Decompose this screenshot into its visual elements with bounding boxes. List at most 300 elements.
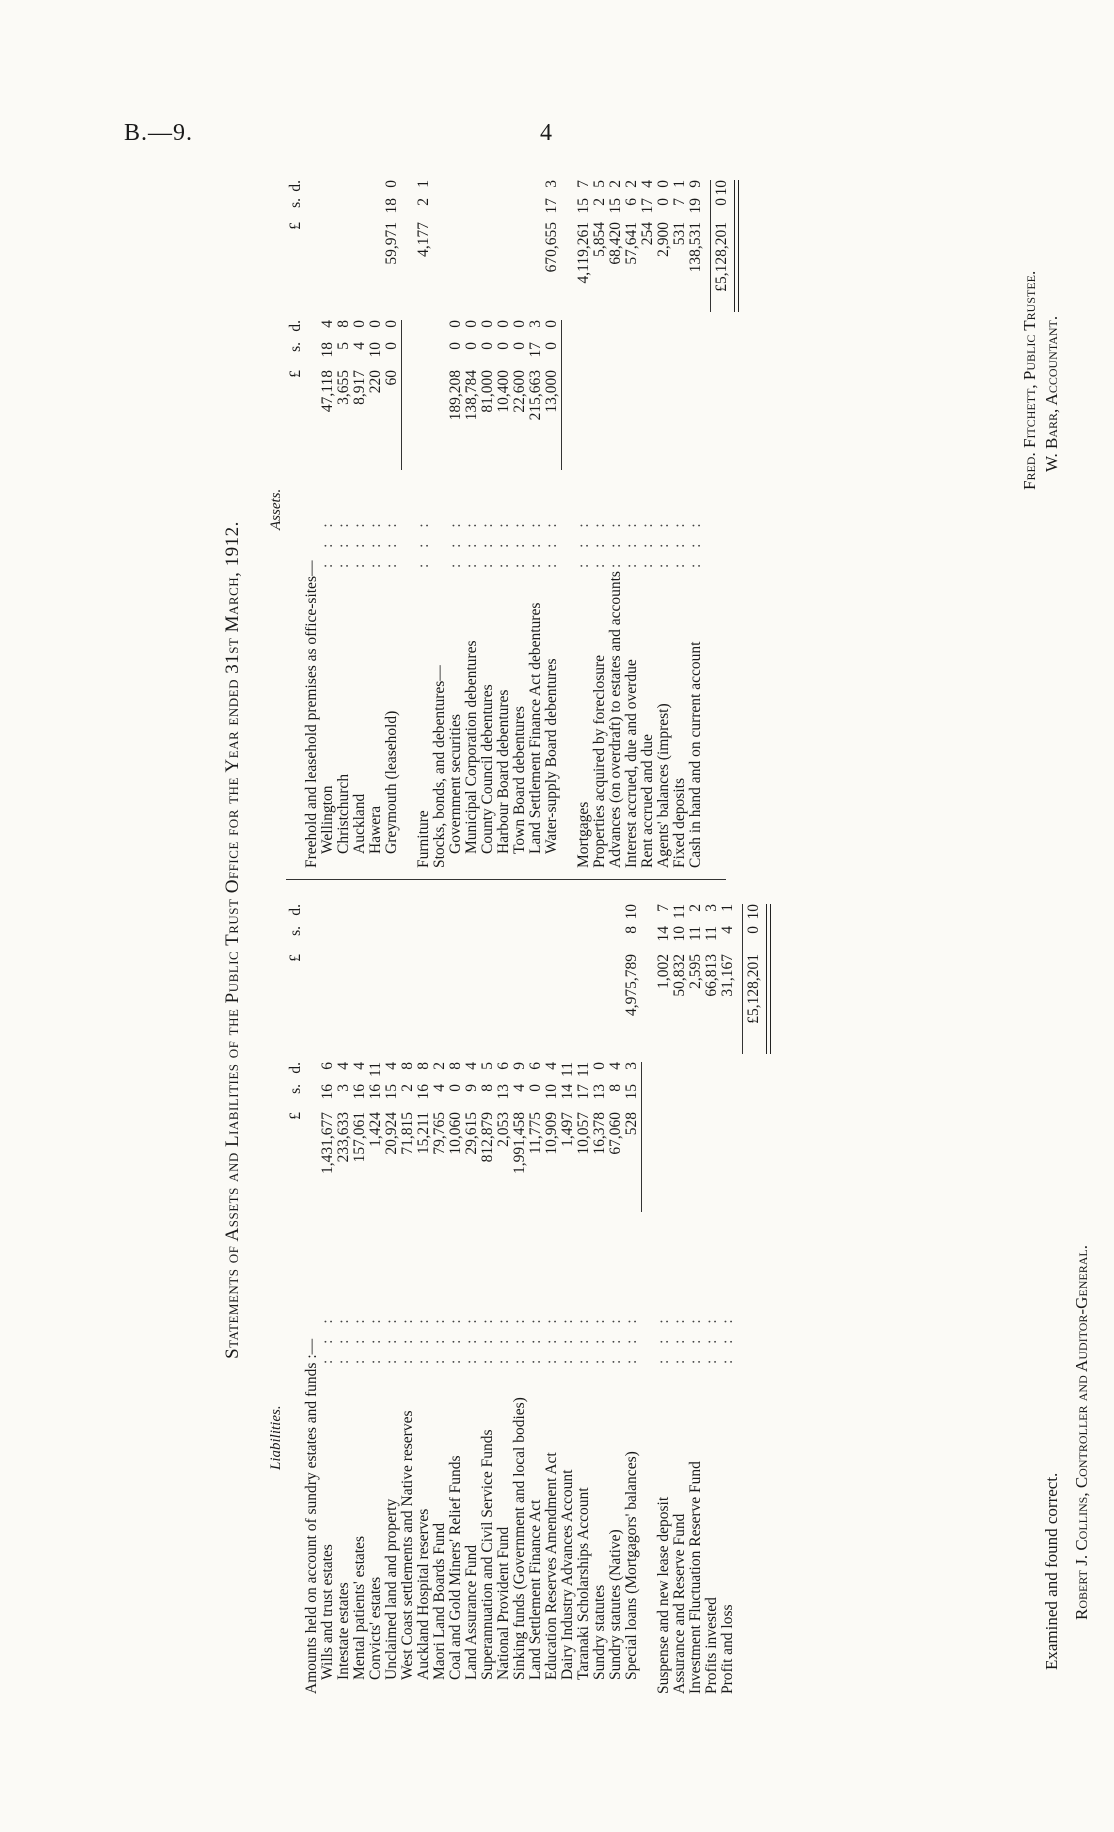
total-pence: 7 <box>575 180 592 188</box>
row-label: Convicts' estates <box>367 1576 384 1680</box>
col-shillings: s. <box>287 1084 304 1094</box>
leader-dots: : : : <box>623 517 640 568</box>
amount-pounds: 8,917 <box>351 370 368 405</box>
row-label: Greymouth (leasehold) <box>383 710 400 854</box>
grand-total-pence: 10 <box>745 904 762 920</box>
liabilities-table <box>287 894 762 1694</box>
total-pounds: 138,531 <box>687 222 704 273</box>
amount-pounds: 13,000 <box>543 370 560 413</box>
total-pounds: 2,595 <box>687 954 704 989</box>
row-label: Dairy Industry Advances Account <box>559 1469 576 1680</box>
leader-dots: : : : <box>575 1313 592 1364</box>
row-label: Advances (on overdraft) to estates and accounts <box>607 571 624 868</box>
total-shillings: 8 <box>623 926 640 934</box>
total-shillings: 7 <box>671 198 688 206</box>
row-label: Land Assurance Fund <box>463 1544 480 1680</box>
amount-shillings: 15 <box>383 1084 400 1100</box>
amount-pence: 0 <box>591 1062 608 1070</box>
amount-shillings: 0 <box>479 342 496 350</box>
amount-pence: 4 <box>319 320 336 328</box>
total-pence: 1 <box>719 904 736 912</box>
col-pound: £ <box>287 954 304 962</box>
statement-sheet <box>220 140 1114 1700</box>
total-pounds: 254 <box>639 222 656 246</box>
amount-shillings: 9 <box>463 1084 480 1092</box>
row-label: Municipal Corporation debentures <box>463 640 480 854</box>
amount-pence: 8 <box>335 320 352 328</box>
amount-shillings: 16 <box>367 1084 384 1100</box>
amount-shillings: 13 <box>495 1084 512 1100</box>
spacer-row <box>560 178 576 868</box>
leader-dots: : : : <box>479 517 496 568</box>
leader-dots: : : : <box>495 517 512 568</box>
liabilities-heading: Liabilities. <box>268 1405 284 1470</box>
amount-pence: 11 <box>559 1062 576 1077</box>
leader-dots: : : : <box>543 517 560 568</box>
row-label: Sundry statutes (Native) <box>607 1529 624 1680</box>
amount-pounds: 528 <box>623 1112 640 1136</box>
amount-pounds: 16,378 <box>591 1112 608 1155</box>
row-label: Interest accrued, due and overdue <box>623 659 640 868</box>
amount-pounds: 10,060 <box>447 1112 464 1155</box>
grand-total-pence: 10 <box>713 180 730 196</box>
total-pounds: 66,813 <box>703 954 720 997</box>
leader-dots: : : : <box>543 1313 560 1364</box>
total-rule-top <box>710 180 711 312</box>
amount-pounds: 10,400 <box>495 370 512 413</box>
row-label: Land Settlement Finance Act debentures <box>527 602 544 854</box>
total-pounds: 5,854 <box>591 222 608 257</box>
amount-shillings: 5 <box>335 342 352 350</box>
amount-shillings: 8 <box>607 1084 624 1092</box>
leader-dots: : : : <box>687 1313 704 1364</box>
table-row <box>496 894 512 1694</box>
amount-shillings: 4 <box>351 342 368 350</box>
total-pounds: 31,167 <box>719 954 736 997</box>
row-label: Harbour Board debentures <box>495 689 512 854</box>
table-row <box>576 178 592 868</box>
total-shillings: 17 <box>639 198 656 214</box>
amount-pence: 9 <box>511 1062 528 1070</box>
total-pence: 0 <box>655 180 672 188</box>
amount-pence: 6 <box>527 1062 544 1070</box>
table-row <box>368 178 384 868</box>
amount-pounds: 22,600 <box>511 370 528 413</box>
amount-pence: 8 <box>415 1062 432 1070</box>
row-label: Wellington <box>319 785 336 854</box>
row-label: Coal and Gold Miners' Relief Funds <box>447 1455 464 1680</box>
total-pence: 5 <box>591 180 608 188</box>
amount-pence: 3 <box>527 320 544 328</box>
amount-pounds: 3,655 <box>335 370 352 405</box>
amount-pounds: 215,663 <box>527 370 544 421</box>
total-pence: 3 <box>703 904 720 912</box>
row-label: Stocks, bonds, and debentures— <box>431 665 448 868</box>
amount-shillings: 18 <box>319 342 336 358</box>
table-row <box>480 178 496 868</box>
amount-pounds: 157,061 <box>351 1112 368 1163</box>
row-label: Education Reserves Amendment Act <box>543 1452 560 1680</box>
amount-pounds: 11,775 <box>527 1112 544 1155</box>
row-label: Water-supply Board debentures <box>543 658 560 854</box>
table-row <box>512 894 528 1694</box>
row-label: Suspense and new lease deposit <box>655 1496 672 1694</box>
total-pounds: 50,832 <box>671 954 688 997</box>
leader-dots: : : : <box>415 517 432 568</box>
row-label: Land Settlement Finance Act <box>527 1499 544 1680</box>
col-pence: d. <box>287 1062 304 1074</box>
table-row <box>336 178 352 868</box>
leader-dots: : : : <box>719 1313 736 1364</box>
table-row <box>464 894 480 1694</box>
total-pounds: 531 <box>671 222 688 246</box>
total-pence: 2 <box>687 904 704 912</box>
amount-pence: 0 <box>479 320 496 328</box>
accountant-signature: W. Barr, Accountant. <box>1042 315 1061 472</box>
table-row <box>688 178 704 868</box>
grand-total-shillings: 0 <box>745 926 762 934</box>
amount-pounds: 1,991,458 <box>511 1112 528 1174</box>
row-label: Intestate estates <box>335 1582 352 1680</box>
grand-total-pounds: £5,128,201 <box>745 954 762 1024</box>
table-row <box>416 178 432 868</box>
amount-pence: 3 <box>623 1062 640 1070</box>
total-pounds: 1,002 <box>655 954 672 989</box>
amount-pence: 0 <box>495 320 512 328</box>
leader-dots: : : : <box>447 1313 464 1364</box>
row-label: Amounts held on account of sundry estates and funds :— <box>303 1338 320 1694</box>
table-row <box>384 894 400 1694</box>
table-row <box>384 178 400 868</box>
table-row <box>448 894 464 1694</box>
table-row <box>320 894 336 1694</box>
total-shillings: 15 <box>575 198 592 214</box>
total-shillings: 2 <box>415 198 432 206</box>
leader-dots: : : : <box>447 517 464 568</box>
row-label: Superannuation and Civil Service Funds <box>479 1429 496 1680</box>
leader-dots: : : : <box>671 1313 688 1364</box>
row-label: Cash in hand and on current account <box>687 641 704 868</box>
total-pence: 1 <box>671 180 688 188</box>
amount-pounds: 81,000 <box>479 370 496 413</box>
total-pence: 11 <box>671 904 688 919</box>
table-row <box>336 894 352 1694</box>
col-pound: £ <box>287 1112 304 1120</box>
amount-shillings: 17 <box>527 342 544 358</box>
table-row <box>704 894 720 1694</box>
amount-pounds: 1,424 <box>367 1112 384 1147</box>
row-label: Special loans (Mortgagors' balances) <box>623 1451 640 1680</box>
total-pence: 0 <box>383 180 400 188</box>
total-pence: 10 <box>623 904 640 920</box>
leader-dots: : : : <box>639 517 656 568</box>
amount-pounds: 29,615 <box>463 1112 480 1155</box>
amount-pounds: 20,924 <box>383 1112 400 1155</box>
table-row <box>656 894 672 1694</box>
leader-dots: : : : <box>511 1313 528 1364</box>
amount-pounds: 812,879 <box>479 1112 496 1163</box>
grand-total-pounds: £5,128,201 <box>713 222 730 292</box>
amount-shillings: 16 <box>351 1084 368 1100</box>
amount-pence: 0 <box>367 320 384 328</box>
total-pounds: 68,420 <box>607 222 624 265</box>
amount-pence: 8 <box>447 1062 464 1070</box>
total-shillings: 11 <box>703 926 720 941</box>
row-label: Hawera <box>367 805 384 854</box>
amount-pounds: 15,211 <box>415 1112 432 1155</box>
table-row <box>592 178 608 868</box>
spacer-row <box>640 894 656 1694</box>
amount-shillings: 0 <box>447 342 464 350</box>
row-label: National Provident Fund <box>495 1526 512 1680</box>
row-label: Government securities <box>447 714 464 854</box>
table-row <box>528 178 544 868</box>
amount-shillings: 16 <box>319 1084 336 1100</box>
leader-dots: : : : <box>463 1313 480 1364</box>
table-row <box>688 894 704 1694</box>
row-label: Taranaki Scholarships Account <box>575 1487 592 1680</box>
amount-pounds: 1,497 <box>559 1112 576 1147</box>
amount-pounds: 138,784 <box>463 370 480 421</box>
amount-pence: 11 <box>575 1062 592 1077</box>
leader-dots: : : : <box>607 517 624 568</box>
leader-dots: : : : <box>591 517 608 568</box>
amount-pence: 0 <box>511 320 528 328</box>
assets-table <box>287 178 730 868</box>
amount-pounds: 233,633 <box>335 1112 352 1163</box>
amount-shillings: 0 <box>511 342 528 350</box>
statement-title: Statements of Assets and Liabilities of the Public Trust Office for the Year ended 31st March, 1912. <box>222 521 243 1359</box>
amount-shillings: 10 <box>367 342 384 358</box>
table-row <box>608 894 624 1694</box>
table-row <box>352 178 368 868</box>
auditor-signature: Robert J. Collins, Controller and Auditor-General. <box>1072 1245 1091 1620</box>
amount-pence: 4 <box>351 1062 368 1070</box>
total-shillings: 11 <box>687 926 704 941</box>
leader-dots: : : : <box>511 517 528 568</box>
table-row <box>432 894 448 1694</box>
table-row <box>656 178 672 868</box>
row-label: Agents' balances (imprest) <box>655 703 672 868</box>
amount-shillings: 16 <box>415 1084 432 1100</box>
leader-dots: : : : <box>319 1313 336 1364</box>
table-row <box>672 894 688 1694</box>
examined-note: Examined and found correct. <box>1042 1472 1061 1670</box>
table-row <box>400 894 416 1694</box>
amount-shillings: 15 <box>623 1084 640 1100</box>
amount-shillings: 10 <box>543 1084 560 1100</box>
total-pounds: 670,655 <box>543 222 560 273</box>
amount-shillings: 3 <box>335 1084 352 1092</box>
total-pence: 2 <box>607 180 624 188</box>
col-shillings: s. <box>287 342 304 352</box>
table-row <box>576 894 592 1694</box>
assets-col-header <box>288 178 304 868</box>
total-shillings: 19 <box>687 198 704 214</box>
table-row <box>544 178 560 868</box>
leader-dots: : : : <box>623 1313 640 1364</box>
amount-pounds: 189,208 <box>447 370 464 421</box>
total-shillings: 4 <box>719 926 736 934</box>
amount-pence: 0 <box>463 320 480 328</box>
leader-dots: : : : <box>351 517 368 568</box>
column-divider <box>286 879 726 880</box>
amount-shillings: 17 <box>575 1084 592 1100</box>
table-row <box>368 894 384 1694</box>
table-row <box>320 178 336 868</box>
total-shillings: 14 <box>655 926 672 942</box>
row-label: Sundry statutes <box>591 1584 608 1680</box>
table-row <box>560 894 576 1694</box>
table-row <box>416 894 432 1694</box>
leader-dots: : : : <box>415 1313 432 1364</box>
amount-pounds: 79,765 <box>431 1112 448 1155</box>
row-label: Town Board debentures <box>511 706 528 854</box>
total-shillings: 18 <box>383 198 400 214</box>
assets-heading: Assets. <box>268 488 284 530</box>
amount-pounds: 220 <box>367 370 384 394</box>
amount-pence: 0 <box>383 320 400 328</box>
table-row <box>544 894 560 1694</box>
total-rule-top <box>742 904 743 1054</box>
amount-shillings: 14 <box>559 1084 576 1100</box>
row-label: Sinking funds (Government and local bodies) <box>511 1397 528 1680</box>
total-pounds: 4,119,261 <box>575 222 592 284</box>
total-pence: 2 <box>623 180 640 188</box>
row-label: Auckland <box>351 793 368 854</box>
amount-pence: 0 <box>351 320 368 328</box>
amount-pence: 4 <box>335 1062 352 1070</box>
table-row <box>672 178 688 868</box>
header-code: B.—9. <box>124 120 194 146</box>
leader-dots: : : : <box>335 1313 352 1364</box>
total-shillings: 17 <box>543 198 560 214</box>
leader-dots: : : : <box>383 1313 400 1364</box>
amount-pounds: 10,909 <box>543 1112 560 1155</box>
table-row <box>448 178 464 868</box>
table-row <box>640 178 656 868</box>
amount-shillings: 0 <box>495 342 512 350</box>
amount-pounds: 60 <box>383 370 400 386</box>
col-pence: d. <box>287 320 304 332</box>
amount-shillings: 0 <box>463 342 480 350</box>
row-label: Christchurch <box>335 773 352 854</box>
amount-pence: 4 <box>607 1062 624 1070</box>
amount-pence: 11 <box>367 1062 384 1077</box>
table-row <box>432 178 448 868</box>
amount-pounds: 1,431,677 <box>319 1112 336 1174</box>
col-shillings: s. <box>287 926 304 936</box>
total-pounds: 4,177 <box>415 222 432 257</box>
total-shillings: 0 <box>655 198 672 206</box>
total-pence: 1 <box>415 180 432 188</box>
amount-pence: 2 <box>431 1062 448 1070</box>
table-row <box>352 894 368 1694</box>
total-pence: 7 <box>655 904 672 912</box>
row-label: Maori Land Boards Fund <box>431 1522 448 1680</box>
leader-dots: : : : <box>367 1313 384 1364</box>
total-pence: 4 <box>639 180 656 188</box>
total-shillings: 6 <box>623 198 640 206</box>
leader-dots: : : : <box>559 1313 576 1364</box>
total-pounds: 59,971 <box>383 222 400 265</box>
row-label: Profit and loss <box>719 1604 736 1694</box>
amount-pence: 6 <box>495 1062 512 1070</box>
row-label: West Coast settlements and Native reserves <box>399 1410 416 1680</box>
row-label: Auckland Hospital reserves <box>415 1508 432 1680</box>
grand-total-row <box>746 894 762 1694</box>
amount-pounds: 2,053 <box>495 1112 512 1147</box>
amount-shillings: 0 <box>447 1084 464 1092</box>
leader-dots: : : : <box>463 517 480 568</box>
table-row <box>464 178 480 868</box>
total-pence: 9 <box>687 180 704 188</box>
table-row <box>304 894 320 1694</box>
total-pence: 3 <box>543 180 560 188</box>
leader-dots: : : : <box>431 1313 448 1364</box>
leader-dots: : : : <box>335 517 352 568</box>
leader-dots: : : : <box>351 1313 368 1364</box>
spacer-row <box>400 178 416 868</box>
leader-dots: : : : <box>655 517 672 568</box>
table-row <box>608 178 624 868</box>
table-row <box>496 178 512 868</box>
amount-shillings: 8 <box>479 1084 496 1092</box>
leader-dots: : : : <box>591 1313 608 1364</box>
amount-shillings: 0 <box>527 1084 544 1092</box>
row-label: Mortgages <box>575 801 592 868</box>
row-label: Rent accrued and due <box>639 734 656 868</box>
col-pence: d. <box>287 180 304 192</box>
leader-dots: : : : <box>383 517 400 568</box>
total-shillings: 10 <box>671 926 688 942</box>
total-pounds: 2,900 <box>655 222 672 257</box>
col-shillings: s. <box>287 198 304 208</box>
table-row <box>304 178 320 868</box>
table-row <box>512 178 528 868</box>
table-row <box>624 894 640 1694</box>
amount-pence: 0 <box>543 320 560 328</box>
amount-pence: 5 <box>479 1062 496 1070</box>
amount-pounds: 47,118 <box>319 370 336 413</box>
leader-dots: : : : <box>479 1313 496 1364</box>
table-row <box>624 178 640 868</box>
col-pence: d. <box>287 904 304 916</box>
amount-pounds: 71,815 <box>399 1112 416 1155</box>
grand-total-shillings: 0 <box>713 198 730 206</box>
amount-pence: 4 <box>463 1062 480 1070</box>
amount-pounds: 67,060 <box>607 1112 624 1155</box>
liabilities-col-header <box>288 894 304 1694</box>
row-label: Unclaimed land and property <box>383 1498 400 1680</box>
total-shillings: 2 <box>591 198 608 206</box>
leader-dots: : : : <box>495 1313 512 1364</box>
amount-shillings: 4 <box>511 1084 528 1092</box>
table-row <box>480 894 496 1694</box>
amount-pence: 8 <box>399 1062 416 1070</box>
amount-shillings: 13 <box>591 1084 608 1100</box>
leader-dots: : : : <box>671 517 688 568</box>
table-row <box>720 894 736 1694</box>
leader-dots: : : : <box>607 1313 624 1364</box>
row-label: Profits invested <box>703 1597 720 1694</box>
row-label: County Council debentures <box>479 684 496 854</box>
grand-total-row <box>714 178 730 868</box>
amount-shillings: 0 <box>383 342 400 350</box>
trustee-signature: Fred. Fitchett, Public Trustee. <box>1020 270 1039 490</box>
amount-pence: 0 <box>447 320 464 328</box>
leader-dots: : : : <box>703 1313 720 1364</box>
